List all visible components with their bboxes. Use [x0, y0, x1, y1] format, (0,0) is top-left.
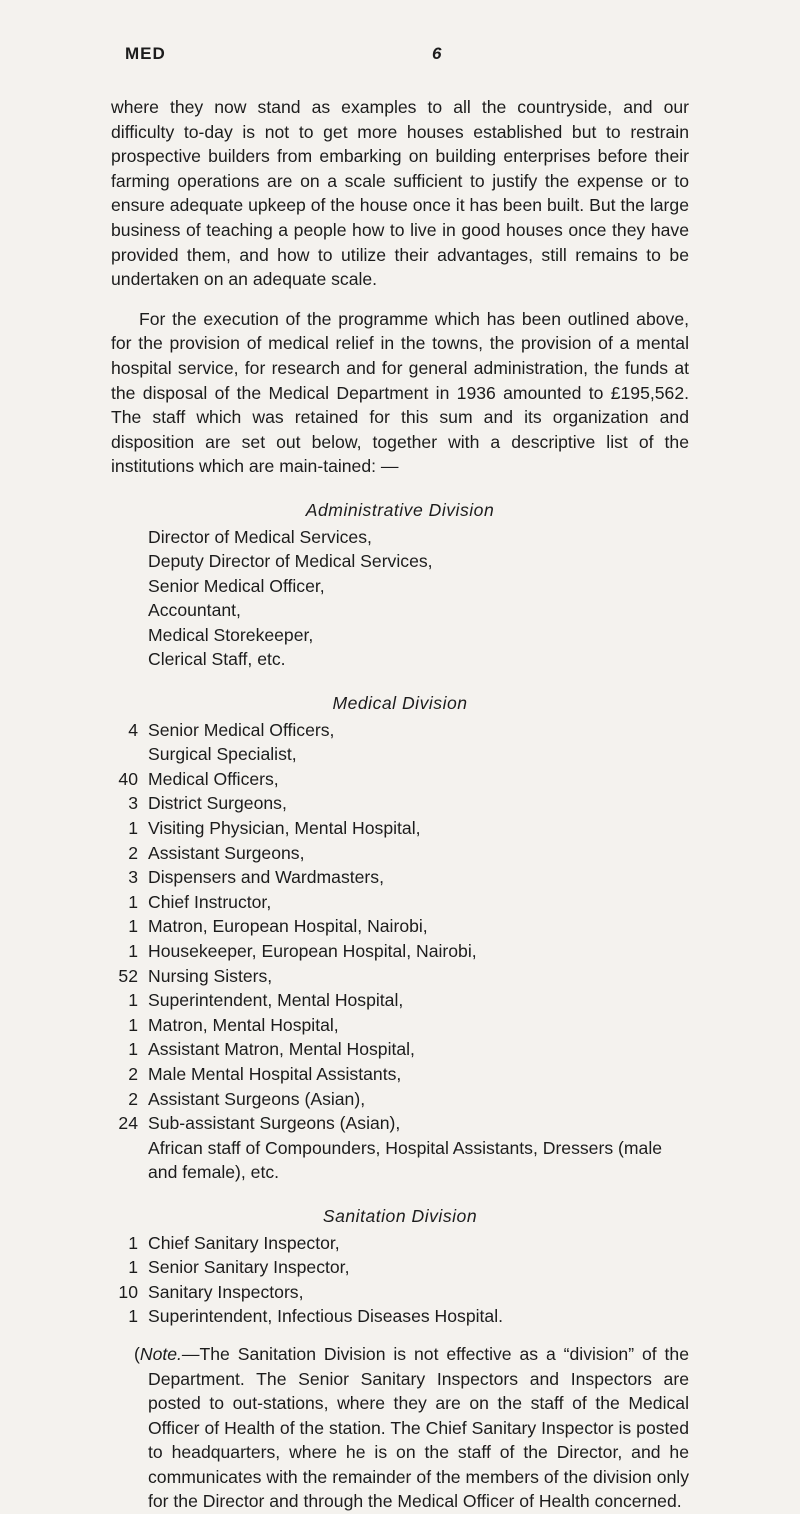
list-item: [111, 865, 689, 890]
list-item: Senior Medical Officer,: [148, 575, 325, 596]
item-text: Nursing Sisters,: [148, 965, 273, 986]
item-count: 1: [128, 1232, 138, 1253]
item-count: 1: [128, 891, 138, 912]
item-count: 1: [128, 1257, 138, 1278]
item-count: 1: [128, 990, 138, 1011]
item-count: 10: [118, 1281, 138, 1302]
note-open-paren: (: [134, 1343, 140, 1364]
item-count: 1: [128, 818, 138, 839]
item-text: Superintendent, Mental Hospital,: [148, 990, 404, 1011]
item-count: 1: [128, 1039, 138, 1060]
list-item: [111, 742, 689, 767]
administrative-list: [111, 525, 689, 673]
paragraph-1: where they now stand as examples to all the countryside, and our difficulty to-day is not to get more houses established but to restrain prospective builders from embarking on building enterprises before their farming operations are on a scale sufficient to justify the expense or to ensure adequate upkeep of the house once it has been built. But the large business of teaching a people how to live in good houses once they have provided them, and how to utilize their advantages, still remains to be undertaken on an adequate scale.: [111, 97, 689, 290]
item-count: 2: [128, 842, 138, 863]
item-text: Surgical Specialist,: [148, 744, 297, 765]
list-item: [111, 718, 689, 743]
item-count: 2: [128, 1088, 138, 1109]
list-item: [111, 1062, 689, 1087]
list-item: Medical Storekeeper,: [148, 624, 314, 645]
item-text: District Surgeons,: [148, 793, 287, 814]
item-text: Senior Sanitary Inspector,: [148, 1257, 350, 1278]
item-text: Superintendent, Infectious Diseases Hospital.: [148, 1306, 504, 1327]
item-count: 2: [128, 1063, 138, 1084]
item-text: Assistant Surgeons,: [148, 842, 305, 863]
list-item: [111, 841, 689, 866]
list-item: [111, 890, 689, 915]
list-item: [111, 1231, 689, 1256]
item-count: 1: [128, 1014, 138, 1035]
list-item: [111, 1280, 689, 1305]
sanitation-division-title: Sanitation Division: [322, 1205, 478, 1226]
administrative-division-title: Administrative Division: [305, 499, 495, 520]
note-body: —The Sanitation Division is not effective as a “division” of the Department. The Senior Sanitary Inspectors and Inspectors are posted to out-stations, where they are on the staff of the Medical Officer of Health of the station. The Chief Sanitary Inspector is posted to headquarters, where he is on the staff of the Director, and he communicates with the remainder of the members of the division only for the Director and through the Medical Officer of Health concerned.: [148, 1343, 689, 1512]
item-text: Sub-assistant Surgeons (Asian),: [148, 1113, 401, 1134]
page-number: 6: [432, 44, 443, 63]
list-item: [111, 1087, 689, 1112]
item-text: Sanitary Inspectors,: [148, 1281, 304, 1302]
item-count: 40: [118, 768, 138, 789]
list-item: [111, 914, 689, 939]
item-text: Assistant Matron, Mental Hospital,: [148, 1039, 415, 1060]
list-item: [111, 1037, 689, 1062]
item-text: Male Mental Hospital Assistants,: [148, 1063, 402, 1084]
medical-division-title: Medical Division: [332, 693, 468, 714]
list-item: Accountant,: [148, 600, 241, 621]
list-item: [111, 1136, 689, 1185]
item-text: Matron, Mental Hospital,: [148, 1014, 339, 1035]
item-text: Matron, European Hospital, Nairobi,: [148, 916, 428, 937]
list-item: Deputy Director of Medical Services,: [148, 551, 433, 572]
list-item: Director of Medical Services,: [148, 526, 372, 547]
item-count: 1: [128, 1306, 138, 1327]
item-text: Senior Medical Officers,: [148, 719, 335, 740]
item-count: 3: [128, 867, 138, 888]
item-text: Housekeeper, European Hospital, Nairobi,: [148, 941, 477, 961]
list-item: [111, 988, 689, 1013]
item-count: 1: [128, 916, 138, 937]
item-text: Chief Sanitary Inspector,: [148, 1232, 340, 1253]
item-text: African staff of Compounders, Hospital Assistants, Dressers (male and female), etc.: [148, 1137, 663, 1183]
note-label: Note.: [139, 1343, 182, 1364]
item-count: 1: [128, 941, 138, 961]
item-count: 24: [118, 1113, 138, 1134]
list-item: [111, 1111, 689, 1136]
list-item: [111, 1255, 689, 1280]
list-item: [111, 1304, 689, 1329]
list-item: [111, 767, 689, 792]
list-item: Clerical Staff, etc.: [148, 649, 286, 670]
list-item: [111, 939, 689, 964]
item-count: [111, 742, 138, 767]
page-body: [111, 95, 689, 1514]
item-text: Dispensers and Wardmasters,: [148, 867, 384, 888]
item-count: 52: [118, 965, 138, 986]
item-count: 4: [128, 719, 138, 740]
list-item: [111, 791, 689, 816]
item-text: Chief Instructor,: [148, 891, 272, 912]
note-paragraph: [111, 1342, 689, 1514]
item-count: [111, 1136, 138, 1185]
item-text: Visiting Physician, Mental Hospital,: [148, 818, 421, 839]
list-item: [111, 816, 689, 841]
list-item: [111, 964, 689, 989]
item-text: Medical Officers,: [148, 768, 279, 789]
medical-list: [111, 718, 689, 1185]
item-text: Assistant Surgeons (Asian),: [148, 1088, 366, 1109]
item-count: 3: [128, 793, 138, 814]
header-mark: MED: [125, 44, 166, 63]
list-item: [111, 1013, 689, 1038]
paragraph-2: For the execution of the programme which has been outlined above, for the provision of medical relief in the towns, the provision of a mental hospital service, for research and for general administration, the funds at the disposal of the Medical Department in 1936 amounted to £195,562. The staff which was retained for this sum and its organization and disposition are set out below, together with a descriptive list of the institutions which are main-tained: —: [111, 308, 689, 477]
sanitation-list: [111, 1231, 689, 1329]
